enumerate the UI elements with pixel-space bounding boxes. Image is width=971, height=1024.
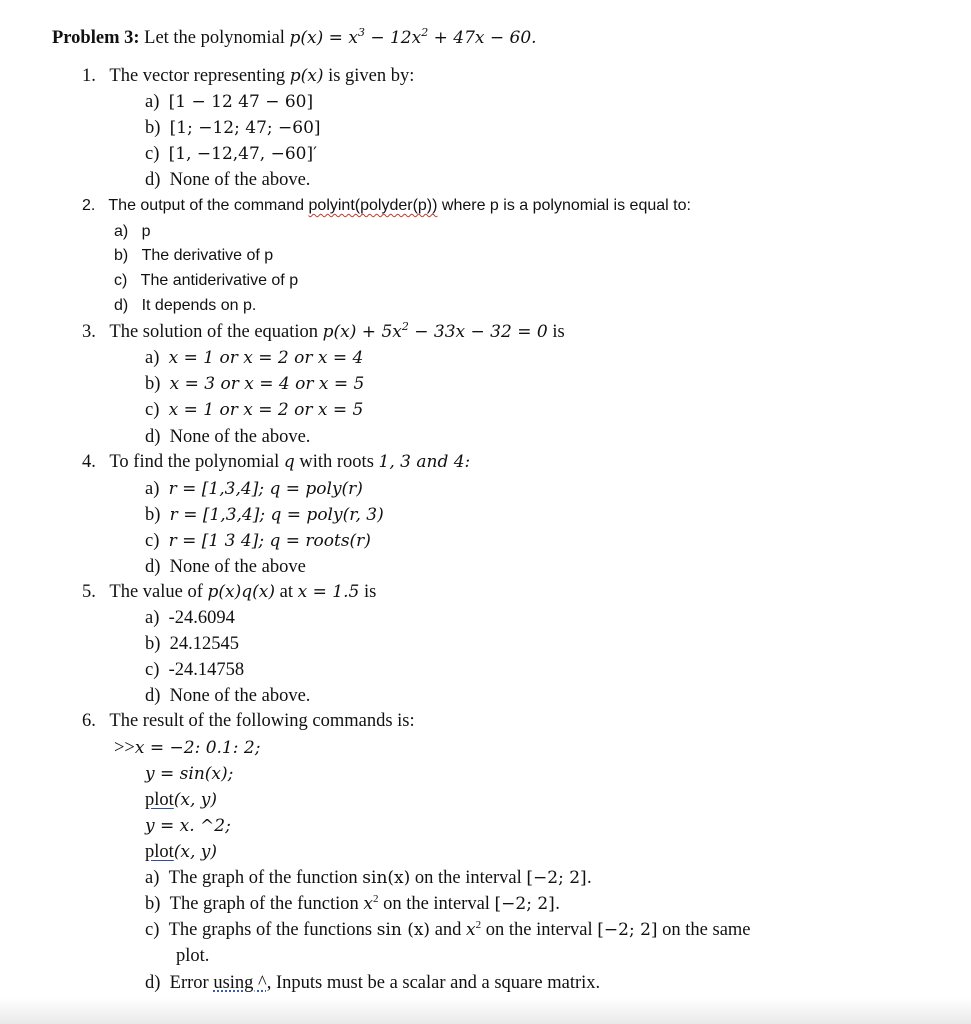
q4-option-a: a) r = [1,3,4]; q = poly(r) — [145, 479, 363, 499]
q4-option-d: d) None of the above — [145, 557, 306, 577]
q2-option-a: a) p — [114, 223, 151, 240]
q6-option-d: d) Error using ^, Inputs must be a scalar and a square matrix. — [145, 973, 601, 993]
question-number: 6. — [82, 711, 96, 731]
q5-option-d: d) None of the above. — [145, 686, 311, 706]
q4-option-b: b) r = [1,3,4]; q = poly(r, 3) — [145, 505, 384, 525]
q6-option-c: c) The graphs of the functions sin (x) and $x^2$ on the interval [−2; 2] on the same — [145, 919, 751, 940]
q6-option-c-continuation: plot. — [176, 946, 210, 966]
polynomial-definition: $p(x) = x^3 - 12x^2 + 47x - 60$. — [289, 26, 537, 48]
question-number: 1. — [82, 66, 96, 86]
question-number: 5. — [82, 582, 96, 602]
q1-option-a: a) [1 − 12 47 − 60] — [145, 92, 314, 112]
q1-option-b: b) [1; −12; 47; −60] — [145, 118, 321, 138]
q4-option-c: c) r = [1 3 4]; q = roots(r) — [145, 531, 371, 551]
problem-label: Problem 3: — [52, 28, 140, 48]
code-line-2: y = sin(x); — [145, 764, 234, 784]
question-5: 5. The value of p(x)q(x) at x = 1.5 is — [82, 582, 377, 602]
q3-option-a: a) x = 1 or x = 2 or x = 4 — [145, 348, 364, 368]
q5-option-b: b) 24.12545 — [145, 634, 240, 654]
question-4: 4. To find the polynomial q with roots 1, 3 and 4: — [82, 452, 471, 472]
q3-option-d: d) None of the above. — [145, 427, 311, 447]
command-prompt: >> — [114, 738, 135, 758]
q5-option-a: a) -24.6094 — [145, 608, 235, 628]
question-6: 6. The result of the following commands is: — [82, 711, 415, 731]
q2-option-d: d) It depends on p. — [114, 297, 257, 314]
question-number: 2. — [82, 197, 96, 214]
error-link[interactable]: using ^ — [213, 973, 267, 993]
question-1: 1. The vector representing p(x) is given by: — [82, 66, 415, 86]
q2-option-b: b) The derivative of p — [114, 247, 274, 264]
q6-option-b: b) The graph of the function $x^2$ on the interval [−2; 2]. — [145, 893, 561, 914]
q2-option-c: c) The antiderivative of p — [114, 272, 299, 289]
question-2: 2. The output of the command polyint(polyder(p)) where p is a polynomial is equal to: — [82, 197, 691, 214]
problem-text: Let the polynomial — [144, 28, 285, 48]
code-line-1: >>x = −2: 0.1: 2; — [114, 738, 261, 758]
q5-option-c: c) -24.14758 — [145, 660, 245, 680]
code-line-5: plot(x, y) — [145, 842, 218, 862]
problem-statement — [52, 26, 537, 50]
question-number: 3. — [82, 322, 96, 342]
q6-option-a: a) The graph of the function sin(x) on the interval [−2; 2]. — [145, 868, 593, 888]
page-bottom-shadow — [0, 998, 971, 1024]
q1-option-d: d) None of the above. — [145, 170, 311, 190]
question-3: 3. The solution of the equation $p(x) + 5x^2 - 33x - 32 = 0$ is — [82, 320, 565, 342]
q3-option-c: c) x = 1 or x = 2 or x = 5 — [145, 400, 364, 420]
code-line-3: plot(x, y) — [145, 790, 218, 810]
spellcheck-flagged-command: polyint(polyder(p)) — [308, 197, 438, 214]
q3-option-b: b) x = 3 or x = 4 or x = 5 — [145, 374, 365, 394]
q1-option-c: c) [1, −12,47, −60]′ — [145, 144, 317, 164]
code-line-4: y = x. ^2; — [145, 816, 231, 836]
question-number: 4. — [82, 452, 96, 472]
